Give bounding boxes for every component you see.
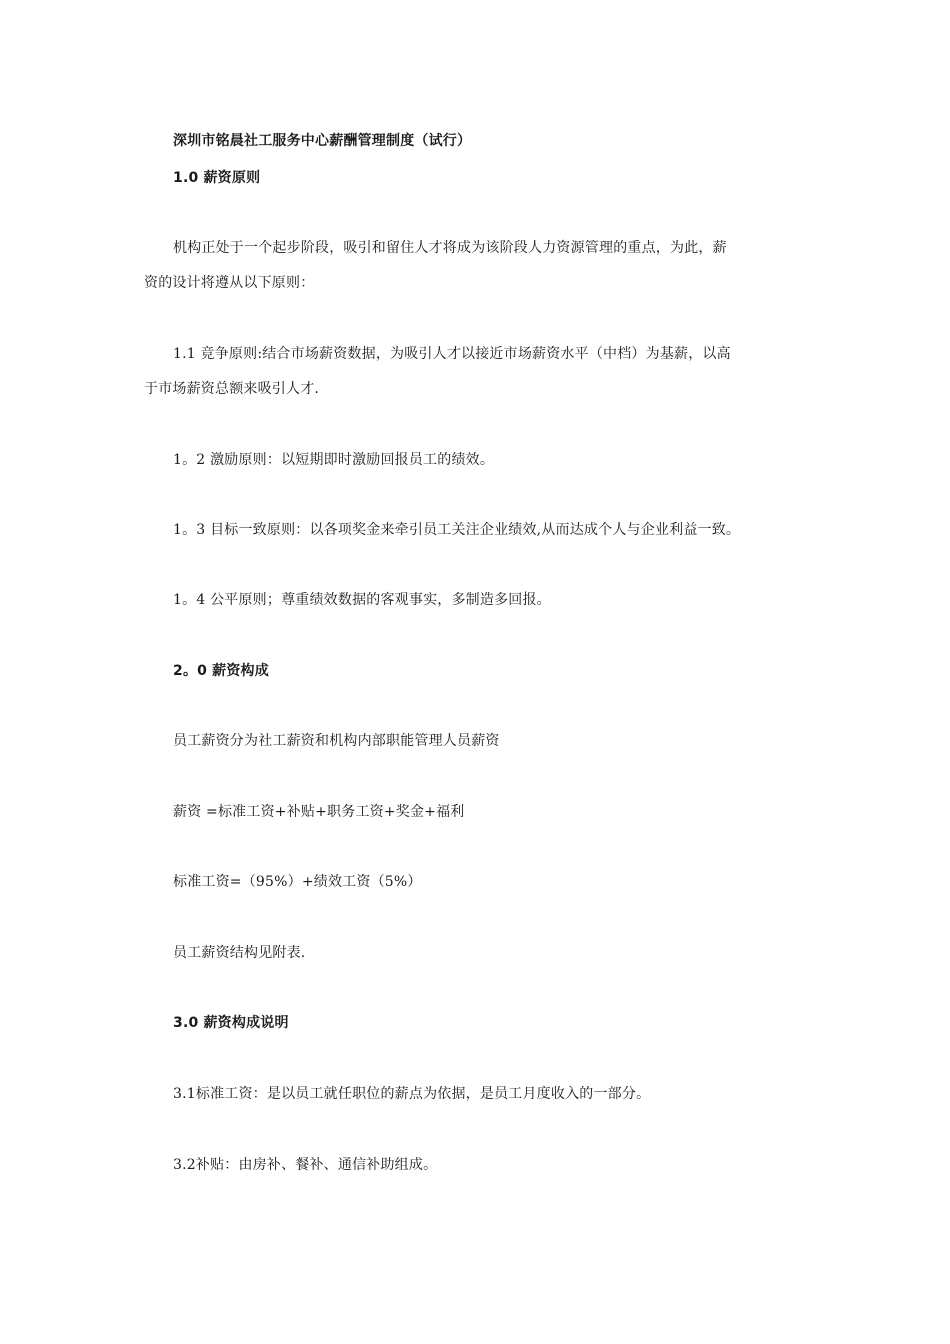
principle-1-1-line-1: 1.1 竞争原则:结合市场薪资数据，为吸引人才以接近市场薪资水平（中档）为基薪，以高 <box>173 346 731 362</box>
section-1-intro-line-2: 资的设计将遵从以下原则： <box>144 275 315 291</box>
section-2-paragraph-1: 员工薪资分为社工薪资和机构内部职能管理人员薪资 <box>173 733 500 749</box>
section-3-item-2: 3.2补贴：由房补、餐补、通信补助组成。 <box>173 1157 438 1173</box>
section-2-heading: 2。0 薪资构成 <box>173 663 269 679</box>
principle-1-3: 1。3 目标一致原则：以各项奖金来牵引员工关注企业绩效,从而达成个人与企业利益一致。 <box>173 522 741 538</box>
section-3-heading: 3.0 薪资构成说明 <box>173 1015 289 1031</box>
section-2-paragraph-4: 员工薪资结构见附表. <box>173 945 306 961</box>
section-1-intro-line-1: 机构正处于一个起步阶段，吸引和留住人才将成为该阶段人力资源管理的重点，为此，薪 <box>173 240 727 256</box>
principle-1-1-line-2: 于市场薪资总额来吸引人才. <box>144 381 320 397</box>
section-3-item-1: 3.1标准工资：是以员工就任职位的薪点为依据，是员工月度收入的一部分。 <box>173 1086 651 1102</box>
principle-1-2: 1。2 激励原则：以短期即时激励回报员工的绩效。 <box>173 452 495 468</box>
document-title: 深圳市铭晨社工服务中心薪酬管理制度（试行） <box>173 133 472 149</box>
section-2-paragraph-2: 薪资 =标准工资+补贴+职务工资+奖金+福利 <box>173 804 465 820</box>
section-2-paragraph-3: 标准工资=（95%）+绩效工资（5%） <box>173 874 422 890</box>
section-1-heading: 1.0 薪资原则 <box>173 170 261 186</box>
principle-1-4: 1。4 公平原则；尊重绩效数据的客观事实，多制造多回报。 <box>173 592 551 608</box>
